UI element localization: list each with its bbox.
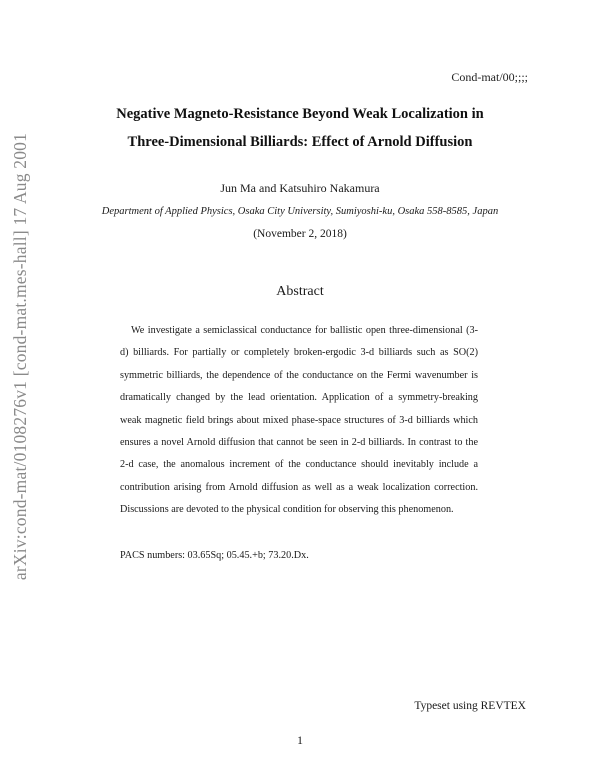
paper-title-line-2: Three-Dimensional Billiards: Effect of Arnold Diffusion [127, 134, 473, 150]
arxiv-stamp-text: arXiv:cond-mat/0108276v1 [cond-mat.mes-hall] 17 Aug 2001 [10, 132, 31, 580]
date: (November 2, 2018) [253, 228, 347, 240]
abstract-text: We investigate a semiclassical conductance for ballistic open three-dimensional (3-d) billiards. For partially or completely broken-ergodic 3-d billiards such as SO(2) symmetric billiards, the dependence of the conductance on the Fermi wavenumber is dramatically changed by the lead orientation. Application of a symmetry-breaking weak magnetic field brings about mixed phase-space structures of 3-d billiards which ensures a novel Arnold diffusion that cannot be seen in 2-d billiards. In contrast to the 2-d case, the anomalous increment of the conductance should inevitably include a contribution arising from Arnold diffusion as well as a weak localization correction. Discussions are devoted to the physical condition for observing this phenomenon. [120, 325, 478, 516]
preprint-number: Cond-mat/00;;;; [451, 70, 528, 84]
pacs-numbers: PACS numbers: 03.65Sq; 05.45.+b; 73.20.Dx. [120, 550, 309, 561]
abstract-heading: Abstract [276, 284, 324, 299]
paper-title-line-1: Negative Magneto-Resistance Beyond Weak Localization in [116, 106, 484, 122]
arxiv-stamp [4, 106, 38, 606]
typeset-note: Typeset using REVTEX [414, 700, 526, 712]
affiliation: Department of Applied Physics, Osaka City University, Sumiyoshi-ku, Osaka 558-8585, Japan [101, 206, 499, 217]
page-number: 1 [297, 733, 303, 747]
authors: Jun Ma and Katsuhiro Nakamura [220, 181, 380, 195]
